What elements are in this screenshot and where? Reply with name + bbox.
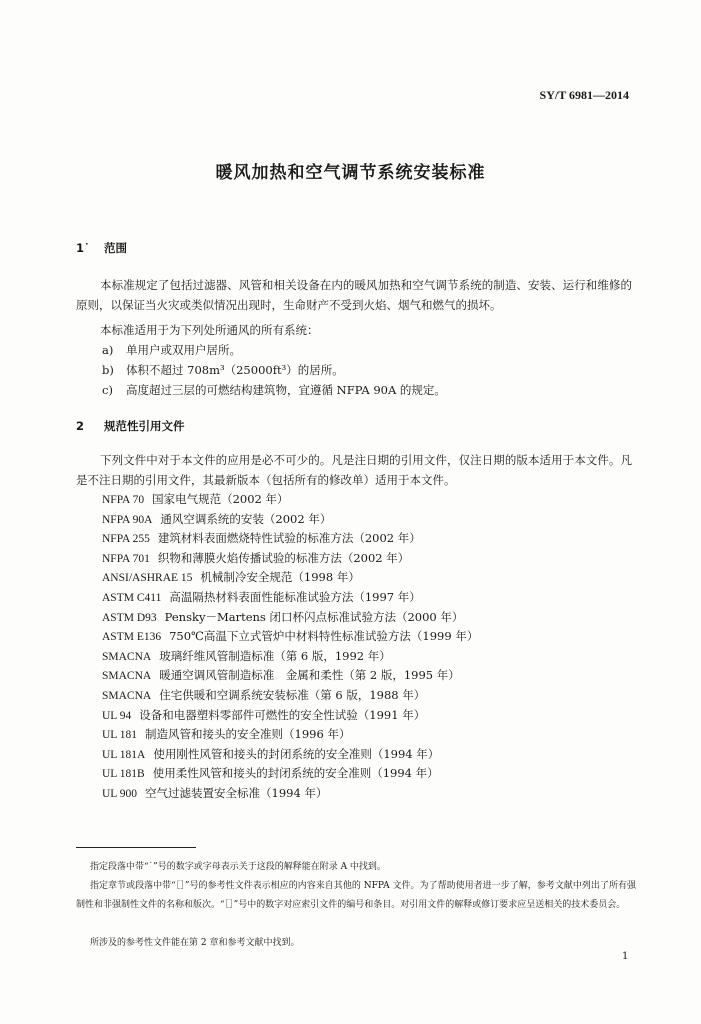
- list-item-a: [102, 342, 241, 358]
- ref-title: 机械制冷安全规范（1998 年）: [200, 570, 360, 585]
- list-item: [102, 765, 478, 785]
- section-2-paragraph: 下列文件中对于本文件的应用是必不可少的。凡是注日期的引用文件，仅注日期的版本适用于本文件。凡是不注日期的引用文件，其最新版本（包括所有的修改单）适用于本文件。: [76, 453, 632, 487]
- list-item-text: 高度超过三层的可燃结构建筑物，宜遵循 NFPA 90A 的规定。: [126, 383, 446, 397]
- ref-title: 暖通空调风管制造标准 金属和柔性（第 2 版，1995 年）: [159, 668, 460, 683]
- ref-code: NFPA 90A: [102, 513, 153, 526]
- list-item: [102, 589, 478, 609]
- ref-code: UL 181B: [102, 768, 145, 781]
- list-item: [102, 687, 478, 707]
- list-item: [102, 707, 478, 727]
- section-2-heading: [76, 418, 185, 434]
- ref-title: 制造风管和接头的安全准则（1996 年）: [145, 727, 351, 742]
- ref-title: 织物和薄膜火焰传播试验的标准方法（2002 年）: [157, 550, 410, 565]
- footnote-divider: [76, 847, 196, 848]
- ref-code: ASTM D93: [102, 611, 157, 624]
- section-2-number: 2: [76, 419, 85, 433]
- list-item: [102, 746, 478, 766]
- ref-code: UL 181: [102, 729, 138, 742]
- list-item: [102, 785, 478, 805]
- ref-code: UL 94: [102, 709, 132, 722]
- ref-code: SMACNA: [102, 689, 152, 702]
- ref-code: NFPA 255: [102, 533, 150, 546]
- list-item-label: c): [102, 383, 113, 397]
- ref-title: 建筑材料表面燃烧特性试验的标准方法（2002 年）: [157, 531, 421, 546]
- ref-code: SMACNA: [102, 670, 152, 683]
- ref-code: NFPA 70: [102, 494, 145, 506]
- ref-code: SMACNA: [102, 650, 152, 663]
- list-item-label: a): [102, 343, 114, 357]
- list-item: [102, 550, 478, 570]
- section-1-paragraph: 本标准规定了包括过滤器、风管和相关设备在内的暖风加热和空气调节系统的制造、安装、运行和维修的原则，以保证当火灾或类似情况出现时，生命财产不受到火焰、烟气和燃气的损坏。: [76, 278, 632, 312]
- ref-title: 国家电气规范（2002 年）: [152, 492, 289, 506]
- section-1-number: 1˙: [76, 241, 90, 255]
- list-item: [102, 667, 478, 687]
- footnote-1: 指定段落中带“˙”号的数字或字母表示关于这段的解释能在附录 A 中找到。: [90, 862, 386, 872]
- section-1-heading: [76, 240, 127, 256]
- ref-title: 设备和电器塑料零部件可燃性的安全性试验（1991 年）: [139, 707, 426, 722]
- list-item-label: b): [102, 363, 114, 377]
- ref-code: ANSI/ASHRAE 15: [102, 572, 193, 585]
- ref-code: ASTM E136: [102, 631, 162, 644]
- ref-code: UL 181A: [102, 748, 146, 761]
- page-number: 1: [622, 951, 629, 962]
- ref-title: Pensky－Martens 闭口杯闪点标准试验方法（2000 年）: [164, 609, 464, 624]
- section-1-intro: 本标准适用于为下列处所通风的所有系统：: [100, 323, 319, 337]
- list-item: [102, 491, 478, 511]
- ref-code: NFPA 701: [102, 552, 150, 565]
- section-2-title: 规范性引用文件: [104, 419, 185, 433]
- list-item-b: [102, 362, 344, 378]
- list-item-text: 单用户或双用户居所。: [126, 343, 241, 357]
- list-item: [102, 609, 478, 629]
- ref-code: UL 900: [102, 787, 138, 800]
- list-item: [102, 530, 478, 550]
- document-title: 暖风加热和空气调节系统安装标准: [215, 163, 486, 183]
- ref-title: 使用刚性风管和接头的封闭系统的安全准则（1994 年）: [153, 746, 440, 761]
- ref-title: 住宅供暖和空调系统安装标准（第 6 版，1988 年）: [159, 687, 426, 702]
- list-item: [102, 628, 478, 648]
- footnote-3: 所涉及的参考性文件能在第 2 章和参考文献中找到。: [90, 938, 300, 948]
- list-item: [102, 726, 478, 746]
- ref-code: ASTM C411: [102, 591, 162, 604]
- list-item: [102, 511, 478, 531]
- ref-title: 玻璃纤维风管制造标准（第 6 版，1992 年）: [159, 648, 391, 663]
- section-1-title: 范围: [104, 241, 127, 255]
- reference-list: [102, 491, 478, 805]
- ref-title: 空气过滤装置安全标准（1994 年）: [145, 785, 328, 800]
- list-item: [102, 648, 478, 668]
- ref-title: 750℃高温下立式管炉中材料特性标准试验方法（1999 年）: [169, 629, 479, 644]
- list-item-c: [102, 382, 446, 398]
- list-item-text: 体积不超过 708m³（25000ft³）的居所。: [126, 363, 344, 377]
- list-item: [102, 569, 478, 589]
- footnote-2: 指定章节或段落中带“［］”号的参考性文件表示相应的内容来自其他的 NFPA 文件。为了帮助使用者进一步了解，参考文献中列出了所有强制性和非强制性文件的名称和版次。“［］”号中的数字对应索引文件的编号和条目。对引用文件的解释或修订要求应呈送相关的技术委员会。: [76, 881, 636, 910]
- ref-title: 使用柔性风管和接头的封闭系统的安全准则（1994 年）: [152, 766, 439, 781]
- ref-title: 高温隔热材料表面性能标准试验方法（1997 年）: [169, 589, 421, 604]
- ref-title: 通风空调系统的安装（2002 年）: [160, 511, 332, 526]
- standard-code: SY/T 6981—2014: [539, 88, 629, 102]
